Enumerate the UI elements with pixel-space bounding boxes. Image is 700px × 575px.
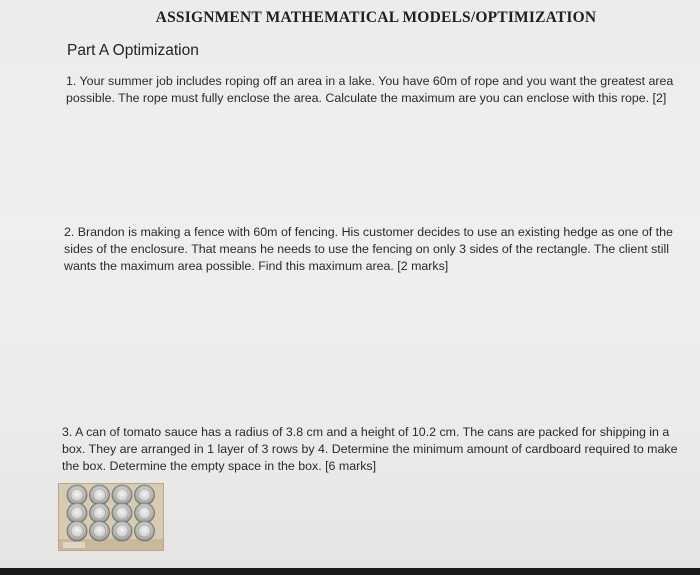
question-2: 2. Brandon is making a fence with 60m of fencing. His customer decides to use an existing hedge as one of the sides of the enclosure. That means he needs to use the fencing on only 3 sides of the rectangle. The client still wants the maximum area possible. Find this maximum area. [2 marks] xyxy=(64,225,673,273)
can-lid xyxy=(112,485,132,505)
can-lid xyxy=(67,485,87,505)
assignment-title: ASSIGNMENT MATHEMATICAL MODELS/OPTIMIZATION xyxy=(155,9,597,26)
screen-bottom-edge xyxy=(0,568,700,575)
can-lid xyxy=(112,521,132,541)
can-lid xyxy=(90,503,110,523)
can-lid xyxy=(135,503,155,523)
can-lid xyxy=(112,503,132,523)
question-3: 3. A can of tomato sauce has a radius of 3.8 cm and a height of 10.2 cm. The cans are packed for shipping in a box. They are arranged in 1 layer of 3 rows by 4. Determine the minimum amount of cardboard required to make the box. Determine the empty space in the box. [6 marks] xyxy=(62,425,678,473)
can-lid xyxy=(90,485,110,505)
can-lid xyxy=(135,521,155,541)
question-1: 1. Your summer job includes roping off an area in a lake. You have 60m of rope and you want the greatest area possible. The rope must fully enclose the area. Calculate the maximum are you can enclose with this rope. [2] xyxy=(66,74,674,105)
cans-icon xyxy=(59,484,163,550)
can-lid xyxy=(67,521,87,541)
part-heading: Part A Optimization xyxy=(67,42,199,59)
cans-in-box-image xyxy=(58,483,164,551)
can-lid xyxy=(90,521,110,541)
can-lid xyxy=(135,485,155,505)
can-lid xyxy=(67,503,87,523)
